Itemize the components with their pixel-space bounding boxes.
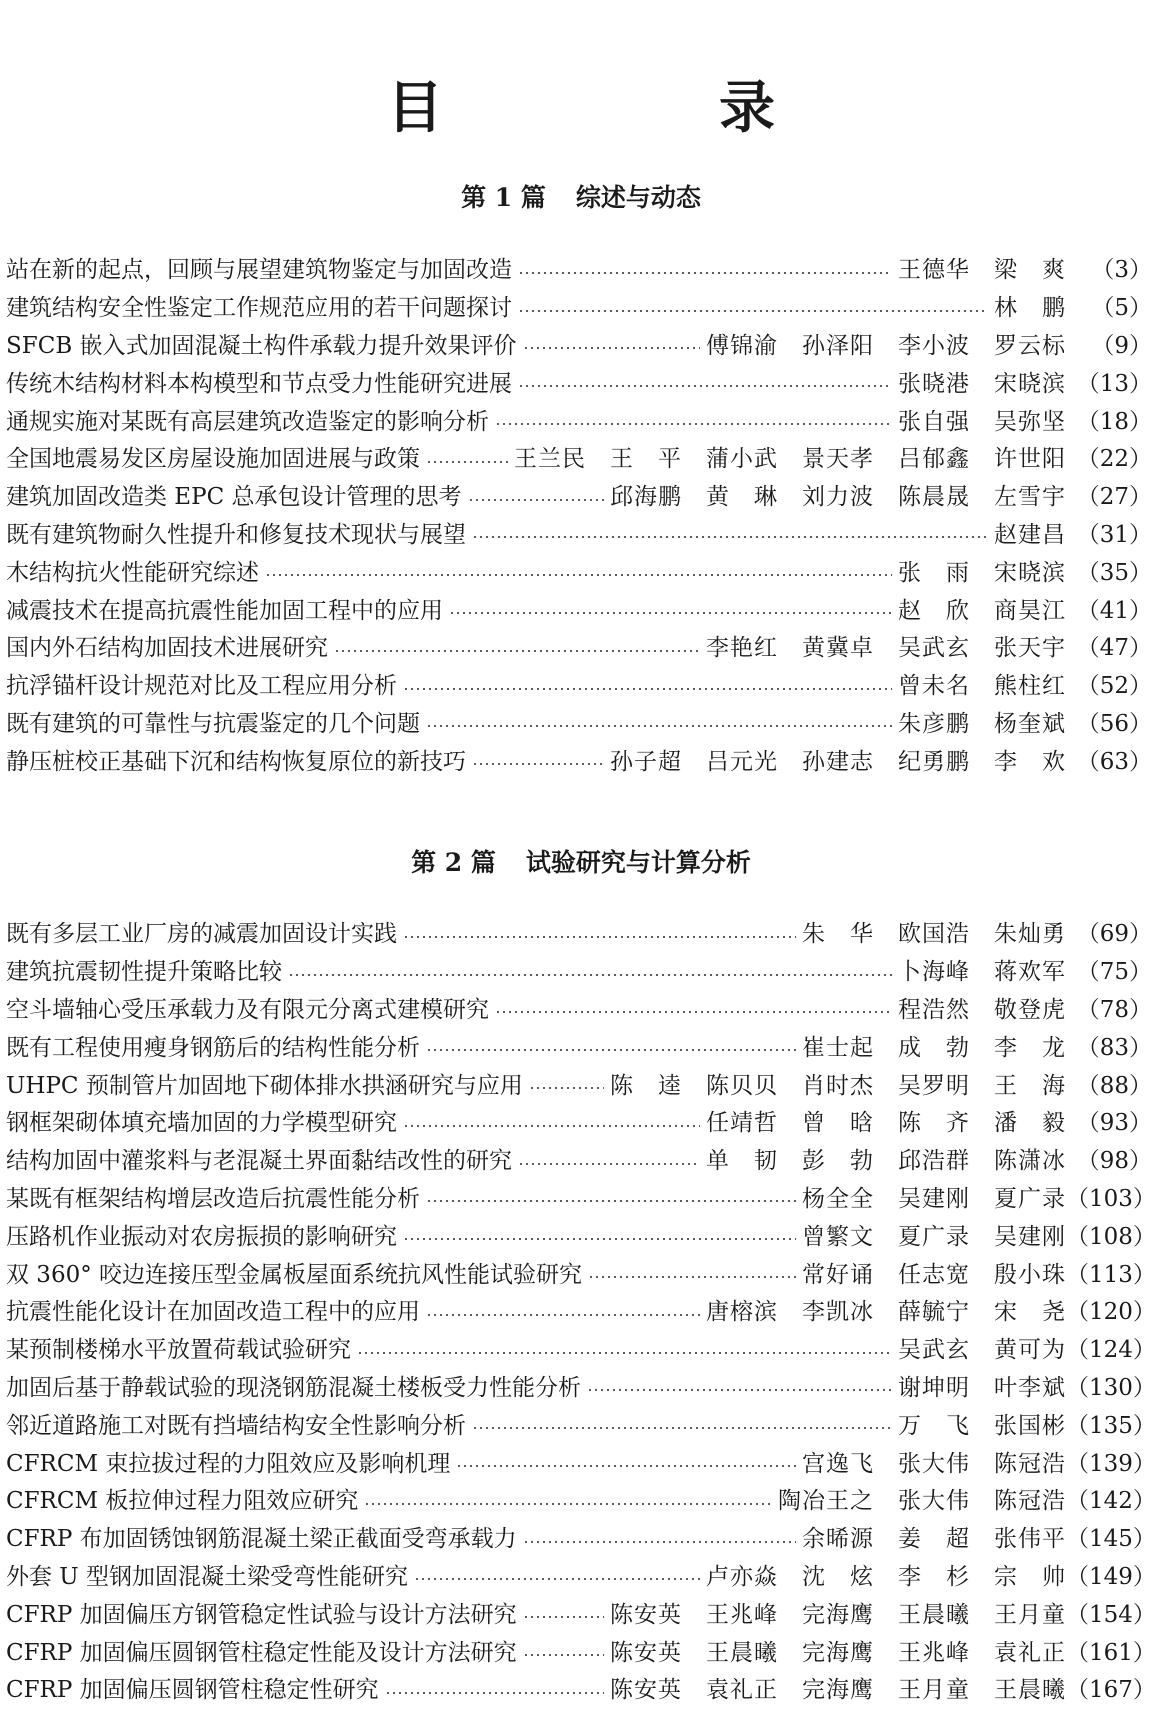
toc-entry[interactable] xyxy=(6,1367,1156,1405)
entry-authors: 傅锦渝 孙泽阳 李小波 罗云标 xyxy=(706,332,1066,359)
toc-entry[interactable] xyxy=(6,913,1152,951)
entry-title: 木结构抗火性能研究综述 xyxy=(6,559,259,586)
toc-entry[interactable] xyxy=(6,1556,1156,1594)
entry-title: 建筑加固改造类 EPC 总承包设计管理的思考 xyxy=(6,484,462,511)
entry-page: （93） xyxy=(1076,1110,1152,1137)
dot-leader xyxy=(364,1503,772,1505)
toc-entry[interactable] xyxy=(6,1631,1156,1669)
toc-entry[interactable] xyxy=(6,703,1152,741)
entry-authors: 杨全全 吴建刚 夏广录 xyxy=(802,1185,1066,1212)
dot-leader xyxy=(403,688,892,690)
dot-leader xyxy=(385,1692,604,1694)
entry-title: 双 360° 咬边连接压型金属板屋面系统抗风性能试验研究 xyxy=(6,1261,583,1288)
dot-leader xyxy=(426,1049,796,1051)
entry-page: （139） xyxy=(1066,1450,1156,1477)
entry-authors: 任靖哲 曾 晗 陈 齐 潘 毅 xyxy=(706,1110,1066,1137)
dot-leader xyxy=(468,499,605,501)
entry-page: （5） xyxy=(1091,295,1152,322)
toc-entry[interactable] xyxy=(6,1140,1152,1178)
entry-title: 外套 U 型钢加固混凝土梁受弯性能研究 xyxy=(6,1563,409,1590)
entry-authors: 程浩然 敬登虎 xyxy=(898,996,1066,1023)
entry-page: （135） xyxy=(1066,1412,1156,1439)
entry-authors: 宫逸飞 张大伟 陈冠浩 xyxy=(802,1450,1066,1477)
toc-entry[interactable] xyxy=(6,514,1152,552)
part-1 xyxy=(0,178,1162,218)
page-title: 目 录 xyxy=(387,75,885,141)
dot-leader xyxy=(523,1654,604,1656)
entry-page: （167） xyxy=(1066,1677,1156,1704)
dot-leader xyxy=(518,385,892,387)
entry-title: 国内外石结构加固技术进展研究 xyxy=(6,635,328,662)
entry-authors: 张 雨 宋晓滨 xyxy=(898,559,1066,586)
toc-entry[interactable] xyxy=(6,1669,1156,1707)
entry-authors: 卢亦焱 沈 炫 李 杉 宗 帅 xyxy=(706,1563,1066,1590)
entry-title: 建筑抗震韧性提升策略比较 xyxy=(6,959,282,986)
dot-leader xyxy=(523,347,700,349)
dot-leader xyxy=(449,612,892,614)
toc-entry[interactable] xyxy=(6,1291,1156,1329)
entry-page: （18） xyxy=(1076,408,1152,435)
entry-title: 钢框架砌体填充墙加固的力学模型研究 xyxy=(6,1110,397,1137)
toc-entry[interactable] xyxy=(6,1178,1156,1216)
entry-authors: 王兰民 王 平 蒲小武 景天孝 吕郁鑫 许世阳 xyxy=(514,446,1066,473)
entry-title: CFRCM 束拉拔过程的力阻效应及影响机理 xyxy=(6,1450,451,1477)
toc-entry[interactable] xyxy=(6,249,1152,287)
dot-leader xyxy=(414,1578,700,1580)
entry-title: SFCB 嵌入式加固混凝土构件承载力提升效果评价 xyxy=(6,332,517,359)
part-name: 综述与动态 xyxy=(575,183,701,212)
toc-entry[interactable] xyxy=(6,951,1152,989)
entry-authors: 赵建昌 xyxy=(994,521,1066,548)
entry-page: （9） xyxy=(1091,332,1152,359)
dot-leader xyxy=(426,1200,796,1202)
entry-authors: 吴武玄 黄可为 xyxy=(898,1337,1066,1364)
entry-authors: 曾繁文 夏广录 吴建刚 xyxy=(802,1223,1066,1250)
toc-entry[interactable] xyxy=(6,476,1152,514)
toc-entry[interactable] xyxy=(6,551,1152,589)
dot-leader xyxy=(357,1352,892,1354)
entry-page: （47） xyxy=(1076,635,1152,662)
entry-page: （22） xyxy=(1076,446,1152,473)
entry-authors: 崔士起 成 勃 李 龙 xyxy=(802,1034,1066,1061)
dot-leader xyxy=(426,725,892,727)
entry-page: （69） xyxy=(1076,921,1152,948)
dot-leader xyxy=(523,1541,796,1543)
entry-title: 静压桩校正基础下沉和结构恢复原位的新技巧 xyxy=(6,748,466,775)
entry-title: 既有建筑的可靠性与抗震鉴定的几个问题 xyxy=(6,710,420,737)
entry-page: （88） xyxy=(1076,1072,1152,1099)
toc-entry[interactable] xyxy=(6,1064,1152,1102)
entry-title: CFRP 加固偏压方钢管稳定性试验与设计方法研究 xyxy=(6,1601,517,1628)
entry-authors: 张自强 吴弥坚 xyxy=(898,408,1066,435)
entry-title: CFRP 加固偏压圆钢管柱稳定性能及设计方法研究 xyxy=(6,1639,517,1666)
entry-page: （103） xyxy=(1066,1185,1156,1212)
part-heading xyxy=(0,178,1162,218)
toc-entry[interactable] xyxy=(6,438,1152,476)
toc-entry[interactable] xyxy=(6,1026,1152,1064)
entry-title: 结构加固中灌浆料与老混凝土界面黏结改性的研究 xyxy=(6,1148,512,1175)
entry-page: （27） xyxy=(1076,484,1152,511)
dot-leader xyxy=(518,310,988,312)
entry-authors: 张晓港 宋晓滨 xyxy=(898,370,1066,397)
dot-leader xyxy=(403,1238,796,1240)
entry-page: （145） xyxy=(1066,1526,1156,1553)
toc-entry[interactable] xyxy=(6,740,1152,778)
entry-page: （130） xyxy=(1066,1374,1156,1401)
part-1-entries xyxy=(6,249,1152,778)
entry-title: CFRP 加固偏压圆钢管柱稳定性研究 xyxy=(6,1677,379,1704)
entry-page: （98） xyxy=(1076,1148,1152,1175)
entry-authors: 邱海鹏 黄 琳 刘力波 陈晨晟 左雪宇 xyxy=(610,484,1066,511)
part-number: 第 1 篇 xyxy=(461,183,546,212)
entry-title: 传统木结构材料本构模型和节点受力性能研究进展 xyxy=(6,370,512,397)
toc-entry[interactable] xyxy=(6,400,1152,438)
dot-leader xyxy=(426,1314,700,1316)
entry-authors: 孙子超 吕元光 孙建志 纪勇鹏 李 欢 xyxy=(610,748,1066,775)
entry-authors: 陈安英 王晨曦 完海鹰 王兆峰 袁礼正 xyxy=(610,1639,1066,1666)
entry-page: （83） xyxy=(1076,1034,1152,1061)
toc-entry[interactable] xyxy=(6,1480,1156,1518)
entry-authors: 单 韧 彭 勃 邱浩群 陈潇冰 xyxy=(706,1148,1066,1175)
toc-entry[interactable] xyxy=(6,1518,1156,1556)
entry-authors: 陶冶王之 张大伟 陈冠浩 xyxy=(778,1488,1066,1515)
entry-title: 减震技术在提高抗震性能加固工程中的应用 xyxy=(6,597,443,624)
entry-title: 压路机作业振动对农房振损的影响研究 xyxy=(6,1223,397,1250)
entry-page: （142） xyxy=(1066,1488,1156,1515)
dot-leader xyxy=(588,1276,796,1278)
entry-authors: 谢坤明 叶李斌 xyxy=(898,1374,1066,1401)
entry-title: 空斗墙轴心受压承载力及有限元分离式建模研究 xyxy=(6,996,489,1023)
entry-title: 建筑结构安全性鉴定工作规范应用的若干问题探讨 xyxy=(6,295,512,322)
entry-authors: 陈 逵 陈贝贝 肖时杰 吴罗明 王 海 xyxy=(610,1072,1066,1099)
toc-entry[interactable] xyxy=(6,287,1152,325)
entry-title: CFRCM 板拉伸过程力阻效应研究 xyxy=(6,1488,359,1515)
entry-title: 加固后基于静载试验的现浇钢筋混凝土楼板受力性能分析 xyxy=(6,1374,581,1401)
entry-page: （41） xyxy=(1076,597,1152,624)
entry-authors: 陈安英 袁礼正 完海鹰 王月童 王晨曦 xyxy=(610,1677,1066,1704)
toc-entry[interactable] xyxy=(6,1329,1156,1367)
dot-leader xyxy=(403,936,796,938)
toc-entry[interactable] xyxy=(6,589,1152,627)
entry-authors: 李艳红 黄冀卓 吴武玄 张天宇 xyxy=(706,635,1066,662)
entry-page: （124） xyxy=(1066,1337,1156,1364)
dot-leader xyxy=(495,423,892,425)
entry-title: 既有工程使用瘦身钢筋后的结构性能分析 xyxy=(6,1034,420,1061)
entry-page: （56） xyxy=(1076,710,1152,737)
toc-entry[interactable] xyxy=(6,1593,1156,1631)
dot-leader xyxy=(495,1011,892,1013)
entry-authors: 赵 欣 商昊江 xyxy=(898,597,1066,624)
entry-authors: 唐榕滨 李凯冰 薛毓宁 宋 尧 xyxy=(706,1299,1066,1326)
dot-leader xyxy=(518,1163,700,1165)
toc-entry[interactable] xyxy=(6,989,1152,1027)
entry-page: （3） xyxy=(1091,257,1152,284)
entry-title: 某预制楼梯水平放置荷载试验研究 xyxy=(6,1337,351,1364)
dot-leader xyxy=(334,650,700,652)
entry-authors: 王德华 梁 爽 xyxy=(898,257,1066,284)
dot-leader xyxy=(456,1465,796,1467)
toc-entry[interactable] xyxy=(6,1404,1156,1442)
dot-leader xyxy=(472,1427,892,1429)
entry-page: （161） xyxy=(1066,1639,1156,1666)
dot-leader xyxy=(518,272,892,274)
entry-title: 通规实施对某既有高层建筑改造鉴定的影响分析 xyxy=(6,408,489,435)
entry-title: CFRP 布加固锈蚀钢筋混凝土梁正截面受弯承载力 xyxy=(6,1526,517,1553)
entry-page: （78） xyxy=(1076,996,1152,1023)
toc-entry[interactable] xyxy=(6,325,1152,363)
entry-title: 邻近道路施工对既有挡墙结构安全性影响分析 xyxy=(6,1412,466,1439)
part-heading xyxy=(0,843,1162,883)
dot-leader xyxy=(587,1389,892,1391)
entry-page: （113） xyxy=(1066,1261,1156,1288)
entry-page: （13） xyxy=(1076,370,1152,397)
toc-entry[interactable] xyxy=(6,362,1152,400)
entry-page: （63） xyxy=(1076,748,1152,775)
entry-authors: 林 鹏 xyxy=(994,295,1066,322)
dot-leader xyxy=(472,763,604,765)
part-number: 第 2 篇 xyxy=(411,848,496,877)
entry-page: （149） xyxy=(1066,1563,1156,1590)
entry-page: （75） xyxy=(1076,959,1152,986)
entry-page: （120） xyxy=(1066,1299,1156,1326)
dot-leader xyxy=(523,1616,604,1618)
part-2 xyxy=(0,843,1162,883)
toc-entry[interactable] xyxy=(6,1442,1156,1480)
entry-authors: 朱彦鹏 杨奎斌 xyxy=(898,710,1066,737)
entry-title: 某既有框架结构增层改造后抗震性能分析 xyxy=(6,1185,420,1212)
entry-page: （52） xyxy=(1076,673,1152,700)
toc-entry[interactable] xyxy=(6,1253,1156,1291)
entry-page: （108） xyxy=(1066,1223,1156,1250)
dot-leader xyxy=(288,974,892,976)
toc-entry[interactable] xyxy=(6,665,1152,703)
toc-entry[interactable] xyxy=(6,1102,1152,1140)
entry-authors: 曾未名 熊柱红 xyxy=(898,673,1066,700)
entry-authors: 常好诵 任志宽 殷小珠 xyxy=(802,1261,1066,1288)
part-name: 试验研究与计算分析 xyxy=(525,848,751,877)
entry-authors: 陈安英 王兆峰 完海鹰 王晨曦 王月童 xyxy=(610,1601,1066,1628)
entry-authors: 余晞源 姜 超 张伟平 xyxy=(802,1526,1066,1553)
entry-title: 抗浮锚杆设计规范对比及工程应用分析 xyxy=(6,673,397,700)
dot-leader xyxy=(426,461,508,463)
dot-leader xyxy=(529,1087,604,1089)
toc-entry[interactable] xyxy=(6,627,1152,665)
entry-authors: 万 飞 张国彬 xyxy=(898,1412,1066,1439)
entry-page: （31） xyxy=(1076,521,1152,548)
entry-title: 全国地震易发区房屋设施加固进展与政策 xyxy=(6,446,420,473)
entry-title: 既有建筑物耐久性提升和修复技术现状与展望 xyxy=(6,521,466,548)
entry-page: （35） xyxy=(1076,559,1152,586)
dot-leader xyxy=(472,536,988,538)
dot-leader xyxy=(403,1125,700,1127)
entry-title: UHPC 预制管片加固地下砌体排水拱涵研究与应用 xyxy=(6,1072,523,1099)
entry-authors: 卜海峰 蒋欢军 xyxy=(898,959,1066,986)
entry-page: （154） xyxy=(1066,1601,1156,1628)
entry-authors: 朱 华 欧国浩 朱灿勇 xyxy=(802,921,1066,948)
toc-entry[interactable] xyxy=(6,1215,1156,1253)
entry-title: 抗震性能化设计在加固改造工程中的应用 xyxy=(6,1299,420,1326)
part-2-entries xyxy=(6,913,1156,1707)
entry-title: 既有多层工业厂房的减震加固设计实践 xyxy=(6,921,397,948)
entry-title: 站在新的起点，回顾与展望建筑物鉴定与加固改造 xyxy=(6,257,512,284)
dot-leader xyxy=(265,574,892,576)
